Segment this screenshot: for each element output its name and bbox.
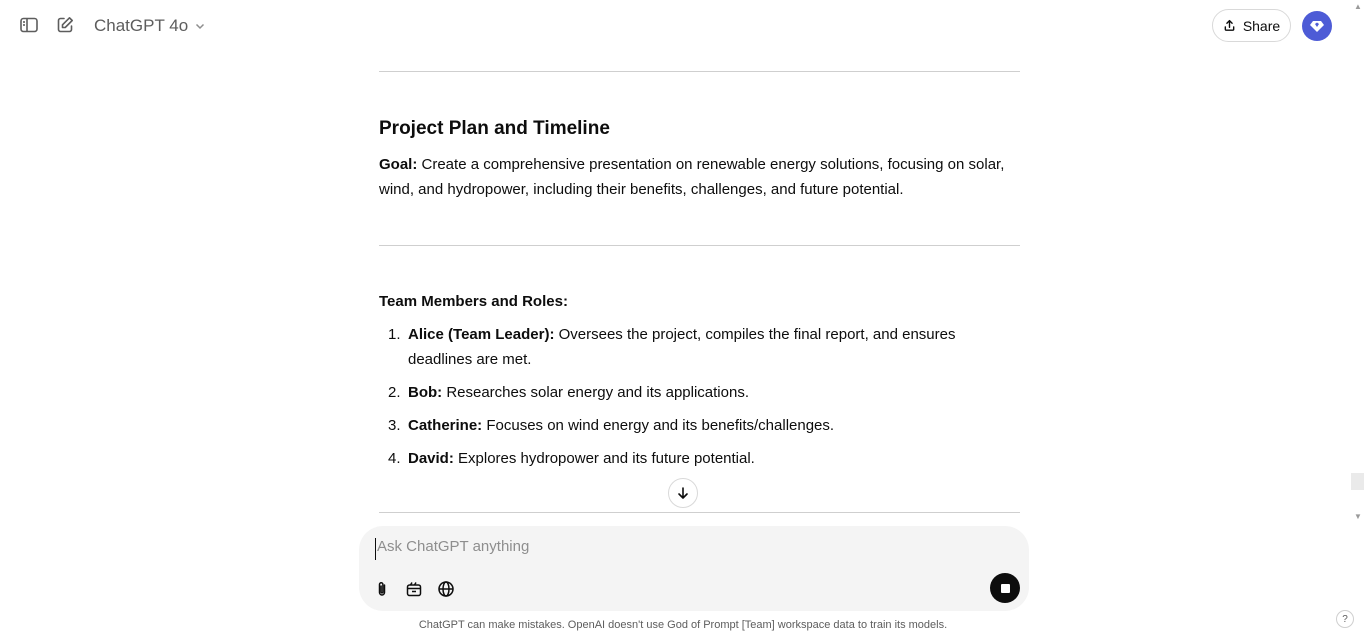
share-button[interactable] bbox=[1212, 9, 1291, 42]
scroll-to-bottom-button[interactable] bbox=[668, 478, 698, 508]
member-role: Oversees the project, compiles the final report, and ensures deadlines are met. bbox=[408, 326, 956, 368]
top-bar bbox=[0, 0, 1366, 52]
share-label: Share bbox=[1242, 17, 1281, 34]
divider bbox=[379, 245, 1020, 246]
member-name: Alice (Team Leader): bbox=[408, 326, 555, 343]
sidebar-toggle-icon bbox=[19, 15, 39, 35]
attach-button[interactable] bbox=[369, 576, 395, 602]
disclaimer: ChatGPT can make mistakes. OpenAI doesn't use God of Prompt [Team] workspace data to train its models. bbox=[418, 619, 948, 631]
list-item bbox=[379, 446, 1020, 471]
member-role: Researches solar energy and its applications. bbox=[442, 384, 749, 401]
member-role: Explores hydropower and its future potential. bbox=[453, 450, 755, 467]
list-number: 1. bbox=[388, 326, 401, 343]
attach-icon bbox=[373, 580, 391, 598]
composer bbox=[359, 526, 1029, 611]
list-number: 2. bbox=[388, 384, 401, 401]
new-chat-icon bbox=[55, 15, 75, 35]
team-heading: Team Members and Roles: bbox=[379, 293, 568, 310]
goal-text: Create a comprehensive presentation on renewable energy solutions, focusing on solar, wind, and hydropower, including their benefits, challenges, and future potential. bbox=[379, 156, 1005, 198]
member-role: Focuses on wind energy and its benefits/challenges. bbox=[482, 417, 835, 434]
scroll-up-arrow[interactable]: ▲ bbox=[1354, 2, 1362, 11]
list-number: 4. bbox=[388, 450, 401, 467]
list-number: 3. bbox=[388, 417, 401, 434]
team-list bbox=[379, 322, 1020, 479]
model-selector[interactable] bbox=[88, 12, 212, 40]
scroll-down-arrow[interactable]: ▼ bbox=[1354, 512, 1362, 521]
globe-icon bbox=[437, 580, 455, 598]
member-name: Bob: bbox=[408, 384, 443, 401]
scrollbar-thumb[interactable] bbox=[1351, 473, 1364, 490]
stop-icon bbox=[1001, 584, 1010, 593]
goal-label: Goal: bbox=[379, 156, 418, 173]
member-name: David: bbox=[408, 450, 454, 467]
prompt-input[interactable]: Ask ChatGPT anything bbox=[375, 538, 975, 560]
list-item bbox=[379, 322, 1020, 372]
member-name: Catherine: bbox=[408, 417, 483, 434]
conversation-area bbox=[379, 52, 1020, 514]
avatar-icon bbox=[1309, 18, 1325, 34]
arrow-down-icon bbox=[676, 486, 690, 500]
divider bbox=[379, 512, 1020, 513]
message-heading: Project Plan and Timeline bbox=[379, 118, 610, 139]
list-item bbox=[379, 413, 1020, 438]
new-chat-button[interactable] bbox=[49, 9, 81, 41]
tools-button[interactable] bbox=[401, 576, 427, 602]
tools-icon bbox=[405, 580, 423, 598]
divider bbox=[379, 71, 1020, 72]
share-icon bbox=[1223, 19, 1236, 32]
search-web-button[interactable] bbox=[433, 576, 459, 602]
list-item bbox=[379, 380, 1020, 405]
sidebar-toggle-button[interactable] bbox=[13, 9, 45, 41]
chevron-down-icon bbox=[194, 20, 206, 32]
stop-button[interactable] bbox=[990, 573, 1020, 603]
help-button[interactable]: ? bbox=[1336, 610, 1354, 628]
model-name: ChatGPT 4o bbox=[94, 16, 189, 35]
goal-paragraph bbox=[379, 152, 1020, 202]
avatar[interactable] bbox=[1302, 11, 1332, 41]
